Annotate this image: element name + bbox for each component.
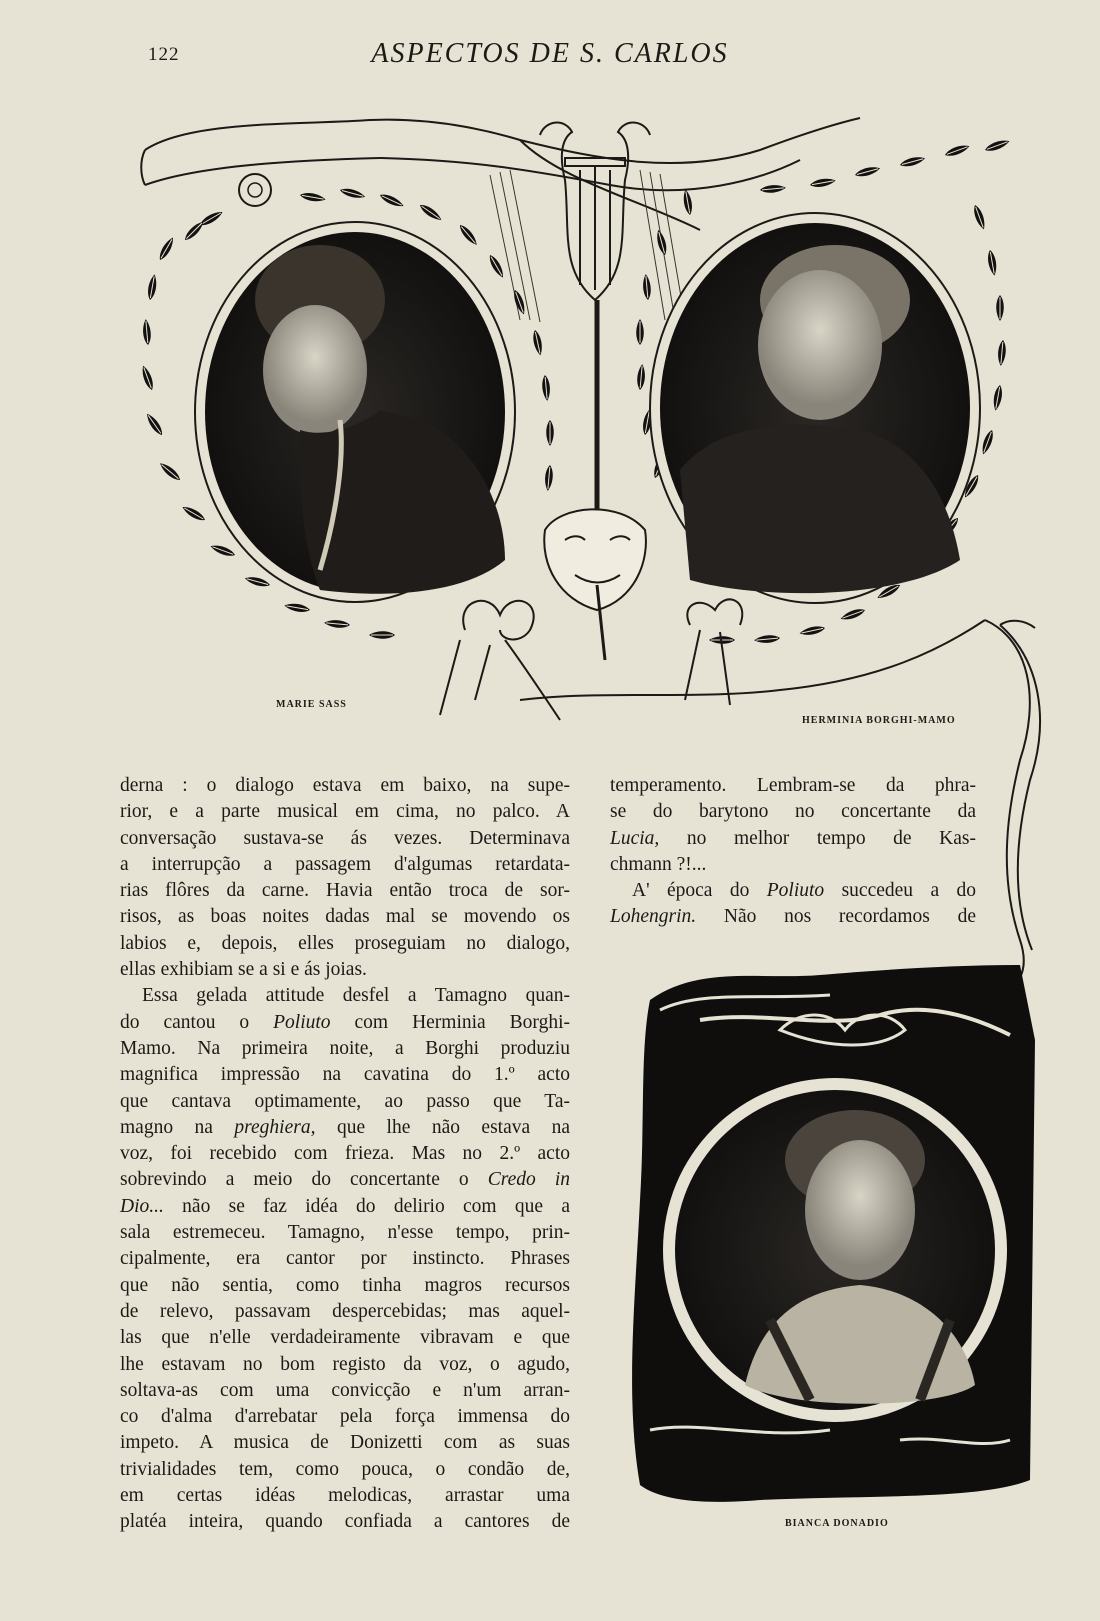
text-line xyxy=(120,1194,570,1220)
aria-title: Dio... xyxy=(120,1195,164,1217)
text-line: em certas idéas melodicas, arrastar uma xyxy=(120,1485,570,1507)
text-run: magno na xyxy=(120,1116,213,1138)
portrait-herminia-borghi-mamo xyxy=(650,213,980,603)
text-line xyxy=(610,878,976,904)
text-line: sala estremeceu. Tamagno, n'esse tempo, prin- xyxy=(120,1222,570,1244)
text-run: não se faz idéa do delirio com que a xyxy=(182,1195,570,1217)
text-run: sobrevindo a meio do concertante o xyxy=(120,1169,469,1191)
text-line: rias flôres da carne. Havia então troca de sor- xyxy=(120,880,570,902)
text-line: co d'alma d'arrebatar pela força immensa do xyxy=(120,1406,570,1428)
text-line: platéa inteira, quando confiada a cantores de xyxy=(120,1511,570,1533)
text-run: succedeu a do xyxy=(841,880,977,902)
text-line: trivialidades tem, como pouca, o condão de, xyxy=(120,1458,570,1480)
text-run: do cantou o xyxy=(120,1011,250,1033)
text-line: lhe estavam no bom registo da voz, o agudo, xyxy=(120,1353,570,1375)
text-line: impeto. A musica de Donizetti com as suas xyxy=(120,1432,570,1454)
text-line: Mamo. Na primeira noite, a Borghi produziu xyxy=(120,1037,570,1059)
text-run: no melhor tempo de Kas- xyxy=(686,827,977,849)
opera-title: Lohengrin. xyxy=(610,906,697,928)
page-number: 122 xyxy=(148,44,180,65)
running-title: ASPECTOS DE S. CARLOS xyxy=(371,38,729,69)
text-line: chmann ?!... xyxy=(610,853,707,875)
caption-bianca-donadio: BIANCA DONADIO xyxy=(785,1518,889,1529)
text-run: A' época do xyxy=(632,880,750,902)
text-line: conversação sustava-se ás vezes. Determinava xyxy=(120,827,570,849)
caption-herminia-borghi-mamo: HERMINIA BORGHI-MAMO xyxy=(802,715,956,726)
portrait-marie-sass xyxy=(195,222,515,602)
text-line: a interrupção a passagem d'algumas retardata- xyxy=(120,853,570,875)
text-line: las que n'elle verdadeiramente vibravam e que xyxy=(120,1327,570,1349)
theatre-mask-icon xyxy=(544,509,646,660)
aria-title: preghiera, xyxy=(234,1116,316,1138)
portrait-bianca-donadio xyxy=(632,965,1035,1502)
text-line: que não sentia, como tinha magros recursos xyxy=(120,1274,570,1296)
text-line: Essa gelada attitude desfel a Tamagno quan- xyxy=(142,985,570,1007)
opera-title: Lucia, xyxy=(610,827,660,849)
text-line xyxy=(120,1010,570,1036)
text-line: de relevo, passavam despercebidas; mas aquel- xyxy=(120,1300,570,1322)
text-line xyxy=(610,826,976,852)
text-run: com Herminia Borghi- xyxy=(354,1011,570,1033)
text-line: voz, foi recebido com frieza. Mas no 2.º acto xyxy=(120,1143,570,1165)
opera-title: Poliuto xyxy=(766,880,825,902)
text-line: cipalmente, era cantor por instincto. Phrases xyxy=(120,1248,570,1270)
text-line: se do barytono no concertante da xyxy=(610,801,976,823)
text-line: derna : o dialogo estava em baixo, na supe- xyxy=(120,775,570,796)
text-line: soltava-as com uma convicção e n'um arran- xyxy=(120,1379,570,1401)
text-line xyxy=(120,1167,570,1193)
text-line xyxy=(610,904,976,930)
text-line: magnifica impressão na cavatina do 1.º acto xyxy=(120,1064,570,1086)
text-run: Não nos recordamos de xyxy=(723,906,976,928)
rosette-icon xyxy=(239,174,271,206)
aria-title: Credo in xyxy=(487,1169,570,1191)
text-line: que cantava optimamente, ao passo que Ta- xyxy=(120,1090,570,1112)
opera-title: Poliuto xyxy=(273,1011,331,1033)
text-line: risos, as boas noites dadas mal se movendo os xyxy=(120,906,570,928)
caption-marie-sass: MARIE SASS xyxy=(276,699,347,710)
body-text-right-column xyxy=(610,773,976,931)
body-text-left-column xyxy=(120,773,570,1536)
text-line: temperamento. Lembram-se da phra- xyxy=(610,775,976,796)
text-line: labios e, depois, elles proseguiam no dialogo, xyxy=(120,932,570,954)
text-line: ellas exhibiam se a si e ás joias. xyxy=(120,959,367,981)
text-run: que lhe não estava na xyxy=(336,1116,571,1138)
text-line: rior, e a parte musical em cima, no palco. A xyxy=(120,801,570,823)
text-line xyxy=(120,1115,570,1141)
